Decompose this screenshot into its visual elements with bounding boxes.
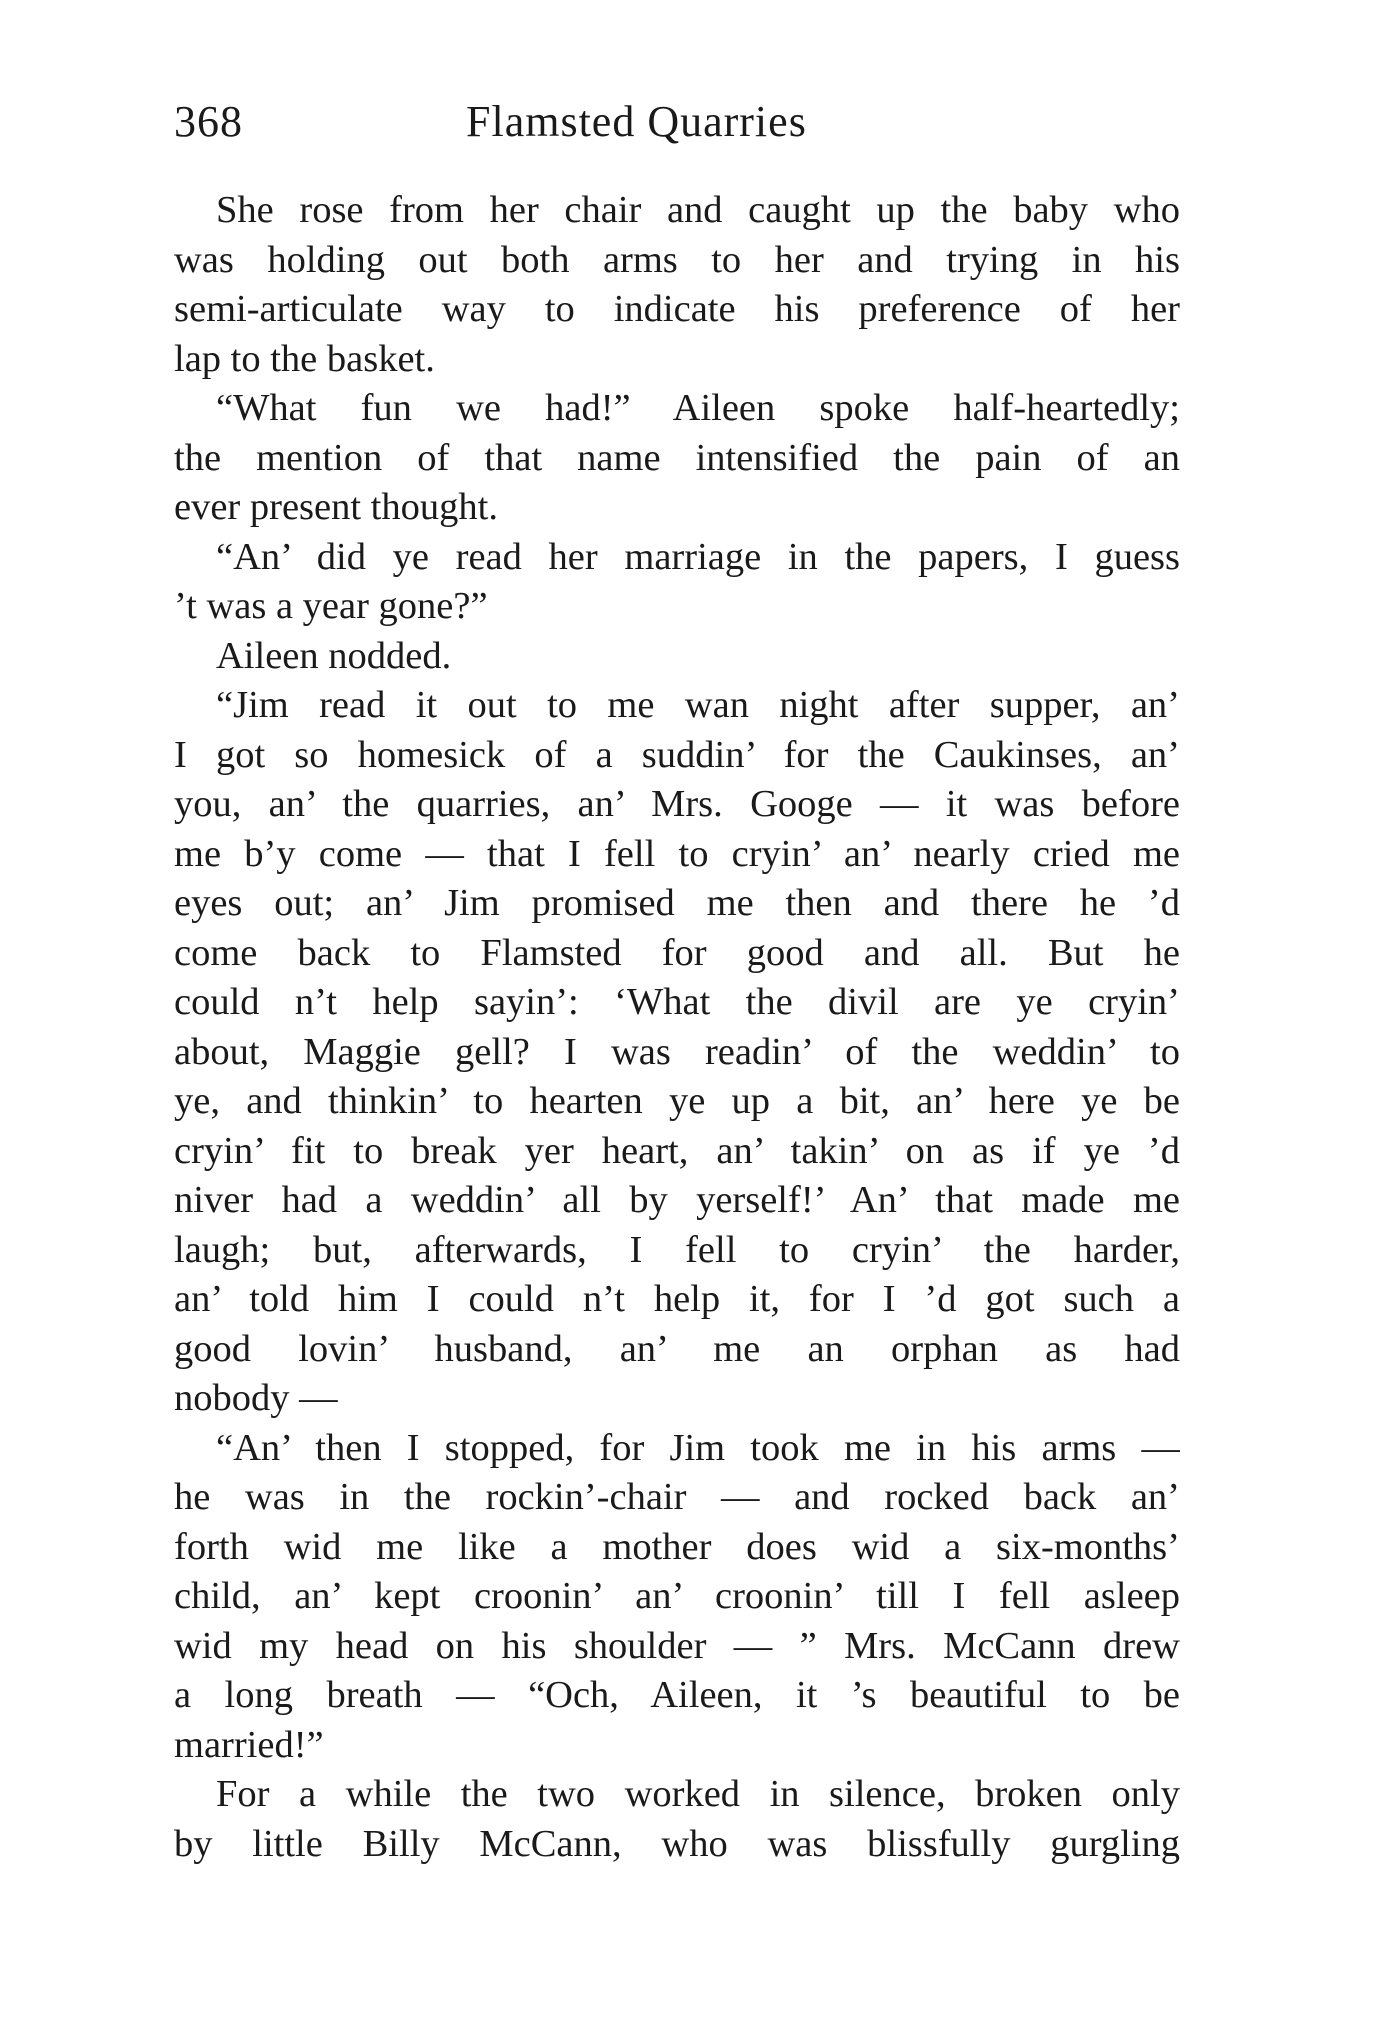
text-line: child, an’ kept croonin’ an’ croonin’ till I fell asleep [174,1575,1180,1617]
text-line: Aileen nodded. [216,634,452,677]
text-line: “An’ did ye read her marriage in the papers, I guess [216,535,1180,578]
text-line: he was in the rockin’-chair — and rocked back an’ [174,1476,1180,1518]
text-line: semi-articulate way to indicate his preference of her [174,288,1180,330]
page-header [174,96,1174,156]
text-line: “An’ then I stopped, for Jim took me in his arms — [216,1426,1180,1469]
text-line: wid my head on his shoulder — ” Mrs. McCann drew [174,1624,1180,1667]
text-line: married!” [174,1723,324,1766]
text-line: eyes out; an’ Jim promised me then and there he ’d [174,882,1180,924]
text-line: niver had a weddin’ all by yerself!’ An’ that made me [174,1179,1180,1221]
page-number: 368 [174,97,243,146]
text-line: you, an’ the quarries, an’ Mrs. Googe — it was before [174,783,1180,825]
body-text [174,186,1180,1869]
text-line: about, Maggie gell? I was readin’ of the weddin’ to [174,1030,1180,1073]
text-line: cryin’ fit to break yer heart, an’ takin’ on as if ye ’d [174,1129,1180,1172]
text-line: I got so homesick of a suddin’ for the Caukinses, an’ [174,733,1180,776]
text-line: ever present thought. [174,486,498,528]
text-line: She rose from her chair and caught up the baby who [216,189,1180,231]
text-line: an’ told him I could n’t help it, for I ’d got such a [174,1278,1180,1320]
text-line: good lovin’ husband, an’ me an orphan as had [174,1327,1180,1370]
text-line: come back to Flamsted for good and all. But he [174,931,1180,974]
running-title: Flamsted Quarries [466,97,807,146]
text-line: nobody — [174,1377,338,1419]
text-line: For a while the two worked in silence, broken only [216,1773,1180,1815]
text-line: could n’t help sayin’: ‘What the divil are ye cryin’ [174,981,1180,1023]
text-line: ’t was a year gone?” [174,585,488,627]
text-line: laugh; but, afterwards, I fell to cryin’ the harder, [174,1228,1180,1271]
text-line: was holding out both arms to her and trying in his [174,238,1180,281]
text-line: “What fun we had!” Aileen spoke half-heartedly; [216,387,1180,429]
text-line: forth wid me like a mother does wid a six-months’ [174,1525,1180,1568]
text-line: lap to the basket. [174,337,435,380]
text-line: by little Billy McCann, who was blissfully gurgling [174,1822,1180,1865]
text-line: ye, and thinkin’ to hearten ye up a bit, an’ here ye be [174,1080,1180,1122]
text-line: a long breath — “Och, Aileen, it ’s beautiful to be [174,1674,1180,1716]
text-line: me b’y come — that I fell to cryin’ an’ nearly cried me [174,832,1180,875]
text-line: “Jim read it out to me wan night after supper, an’ [216,684,1180,726]
text-line: the mention of that name intensified the pain of an [174,436,1180,479]
